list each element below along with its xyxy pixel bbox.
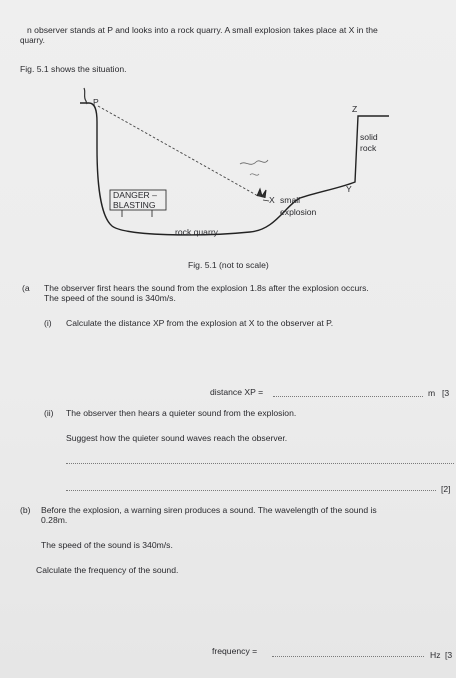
answer-line-2[interactable] <box>66 490 436 491</box>
figure-reference: Fig. 5.1 shows the situation. <box>20 64 127 74</box>
answer-line-1[interactable] <box>66 463 454 464</box>
label-z: Z <box>352 104 358 114</box>
distance-answer-label: distance XP = <box>210 387 264 397</box>
label-y: Y <box>346 184 352 194</box>
part-a-i-question: Calculate the distance XP from the explosion at X to the observer at P. <box>66 318 334 328</box>
explosion-mark <box>257 189 266 198</box>
part-a-i-label: (i) <box>44 318 52 328</box>
part-a-ii-marks: [2] <box>441 484 451 494</box>
label-rock-quarry: rock quarry <box>175 227 218 237</box>
frequency-answer-label: frequency = <box>212 646 258 656</box>
part-a-text-2: The speed of the sound is 340m/s. <box>44 293 176 303</box>
part-a-ii-instruction: Suggest how the quieter sound waves reach the observer. <box>66 433 288 443</box>
label-solid: solid <box>360 132 378 142</box>
part-b-text-1: Before the explosion, a warning siren produces a sound. The wavelength of the sound is <box>41 505 377 515</box>
label-p: P <box>93 97 99 107</box>
label-explosion: explosion <box>280 207 317 217</box>
figure-caption: Fig. 5.1 (not to scale) <box>188 260 269 270</box>
part-a-text-1: The observer first hears the sound from the explosion 1.8s after the explosion occurs. <box>44 283 369 293</box>
frequency-answer-line[interactable] <box>272 656 424 657</box>
part-a-i-marks: [3 <box>442 388 450 398</box>
quarry-outline <box>80 103 389 235</box>
sign-line-1: DANGER – <box>113 190 157 200</box>
intro-line-1: n observer stands at P and looks into a rock quarry. A small explosion takes place at X in the <box>27 25 378 35</box>
part-b-label: (b) <box>20 505 31 515</box>
part-b-speed: The speed of the sound is 340m/s. <box>41 540 173 550</box>
smoke-scribble <box>240 160 268 164</box>
observer-figure <box>84 88 87 104</box>
part-a-ii-question: The observer then hears a quieter sound from the explosion. <box>66 408 297 418</box>
frequency-unit: Hz <box>430 650 441 660</box>
sight-line <box>98 106 258 196</box>
smoke-scribble <box>250 174 259 176</box>
sign-line-2: BLASTING <box>113 200 156 210</box>
part-b-text-2: 0.28m. <box>41 515 68 525</box>
distance-unit: m <box>428 388 436 398</box>
label-rock: rock <box>360 143 377 153</box>
part-a-label: (a <box>22 283 30 293</box>
label-x: X <box>269 195 275 205</box>
part-b-instruction: Calculate the frequency of the sound. <box>36 565 179 575</box>
intro-line-2: quarry. <box>20 36 45 45</box>
distance-answer-line[interactable] <box>273 396 423 397</box>
part-a-ii-label: (ii) <box>44 408 54 418</box>
part-b-marks: [3 <box>445 650 453 660</box>
label-small: small <box>280 195 301 205</box>
